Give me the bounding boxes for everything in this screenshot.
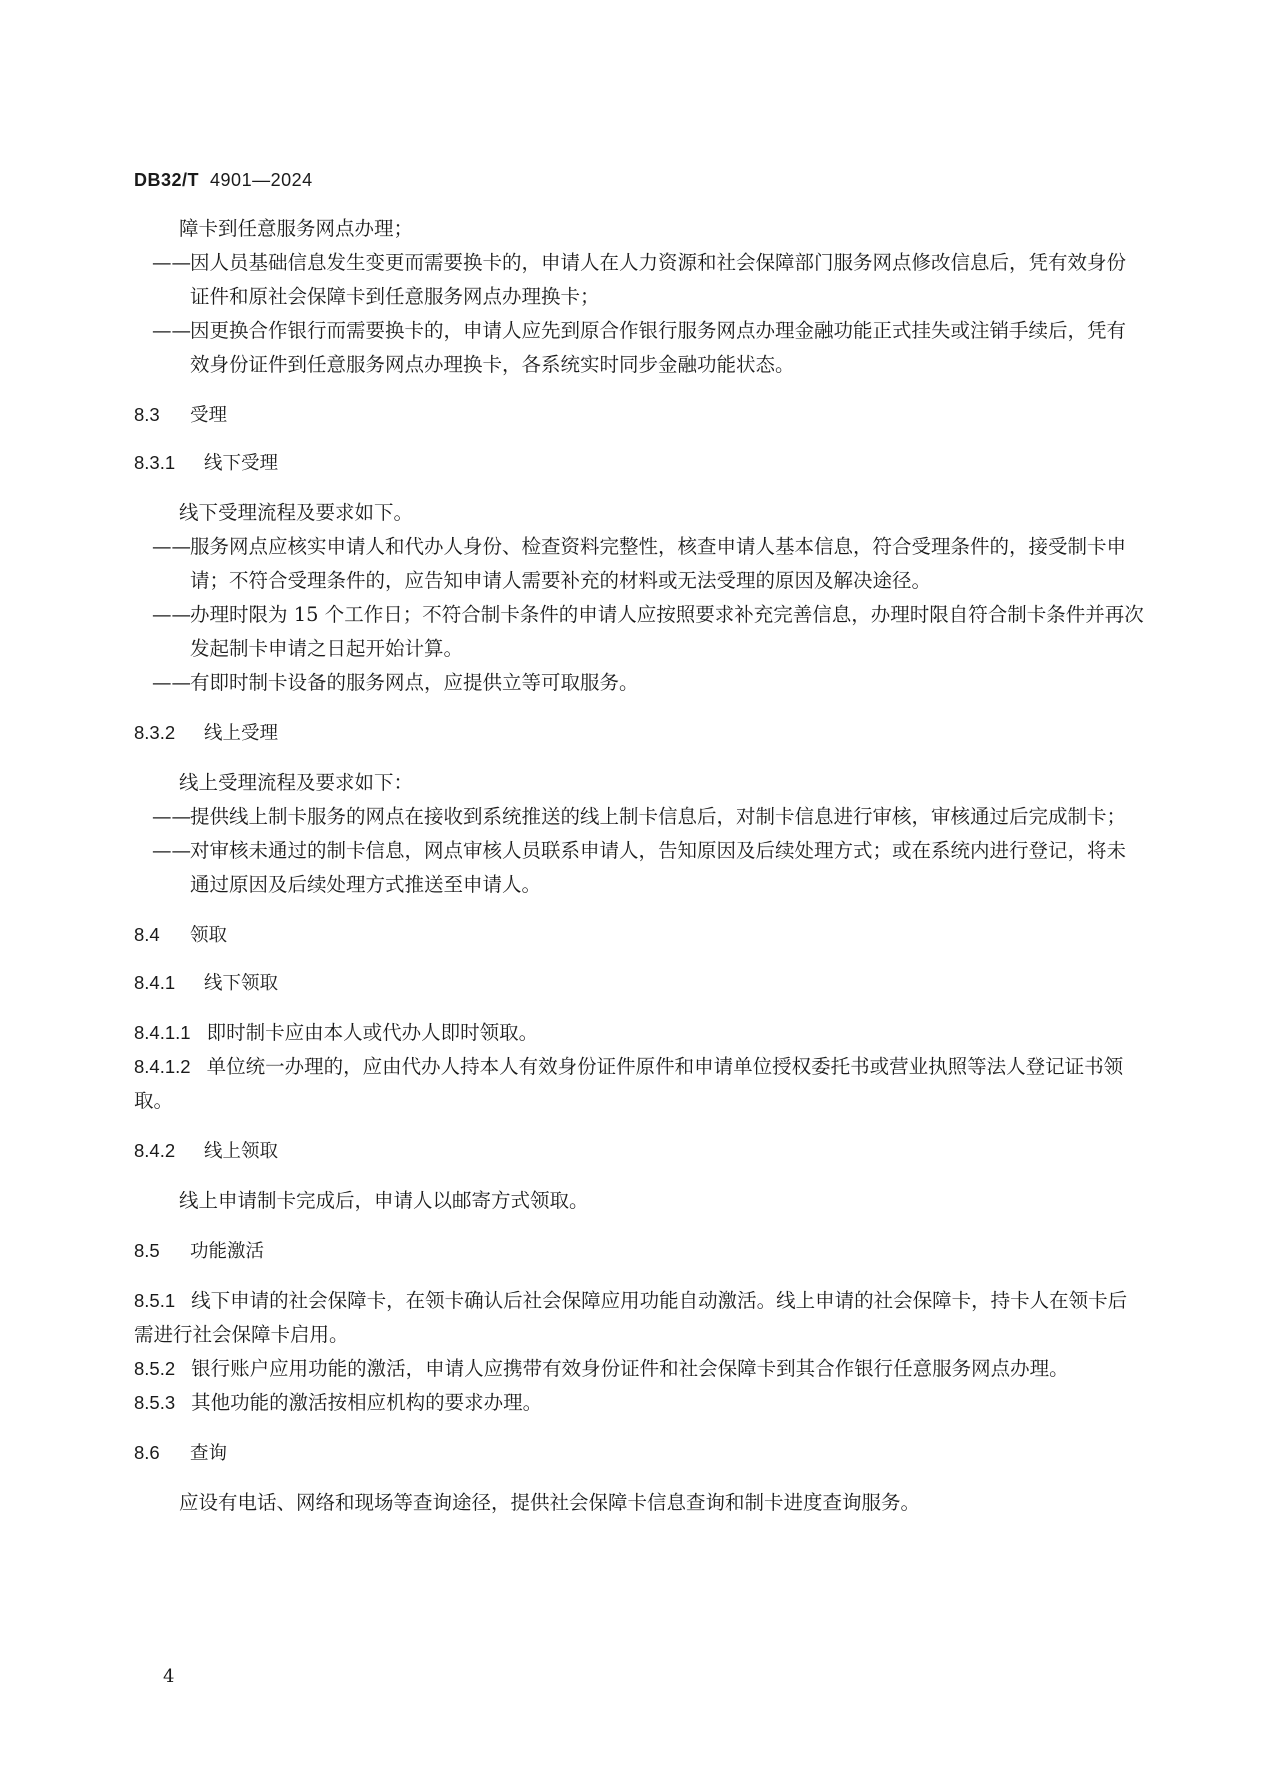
subsection-heading bbox=[134, 1136, 1144, 1166]
list-item bbox=[134, 246, 1144, 314]
heading-title: 线上受理 bbox=[204, 722, 279, 743]
continuation-text: 障卡到任意服务网点办理； bbox=[179, 217, 414, 240]
section-heading bbox=[134, 1438, 1144, 1468]
clause-number: 8.5.1 bbox=[134, 1290, 176, 1311]
list-dash: —— bbox=[152, 671, 191, 694]
document-body bbox=[134, 212, 1144, 1520]
heading-number: 8.4.2 bbox=[134, 1140, 176, 1161]
section-heading bbox=[134, 1236, 1144, 1266]
heading-number: 8.3 bbox=[134, 404, 160, 425]
clause bbox=[134, 1352, 1144, 1386]
list-dash: —— bbox=[152, 319, 191, 342]
clause-text: 即时制卡应由本人或代办人即时领取。 bbox=[206, 1021, 539, 1044]
list-item-text: 办理时限为 15 个工作日；不符合制卡条件的申请人应按照要求补充完善信息，办理时限自符合制卡条件并再次发起制卡申请之日起开始计算。 bbox=[190, 603, 1144, 660]
list-item bbox=[134, 314, 1144, 382]
heading-number: 8.3.2 bbox=[134, 722, 176, 743]
clause-number: 8.5.2 bbox=[134, 1358, 176, 1379]
clause-number: 8.5.3 bbox=[134, 1392, 176, 1413]
heading-number: 8.3.1 bbox=[134, 452, 176, 473]
clause-text: 其他功能的激活按相应机构的要求办理。 bbox=[191, 1391, 543, 1414]
standard-number: 4901—2024 bbox=[210, 170, 313, 190]
list-item bbox=[134, 530, 1144, 598]
heading-number: 8.6 bbox=[134, 1442, 160, 1463]
heading-title: 领取 bbox=[190, 924, 228, 945]
clause-text: 银行账户应用功能的激活，申请人应携带有效身份证件和社会保障卡到其合作银行任意服务网点办理。 bbox=[191, 1357, 1069, 1380]
clause-number: 8.4.1.1 bbox=[134, 1022, 191, 1043]
subsection-heading bbox=[134, 968, 1144, 998]
paragraph: 应设有电话、网络和现场等查询途径，提供社会保障卡信息查询和制卡进度查询服务。 bbox=[179, 1491, 921, 1514]
document-header bbox=[134, 170, 313, 191]
list-item-text: 因更换合作银行而需要换卡的，申请人应先到原合作银行服务网点办理金融功能正式挂失或注销手续后，凭有效身份证件到任意服务网点办理换卡，各系统实时同步金融功能状态。 bbox=[190, 319, 1127, 376]
heading-title: 查询 bbox=[190, 1442, 228, 1463]
list-dash: —— bbox=[152, 603, 191, 626]
clause bbox=[134, 1016, 1144, 1050]
subsection-heading bbox=[134, 718, 1144, 748]
list-item-text: 提供线上制卡服务的网点在接收到系统推送的线上制卡信息后，对制卡信息进行审核，审核通过后完成制卡； bbox=[190, 805, 1127, 828]
list-item bbox=[134, 800, 1144, 834]
list-item bbox=[134, 598, 1144, 666]
list-dash: —— bbox=[152, 251, 191, 274]
heading-number: 8.4.1 bbox=[134, 972, 176, 993]
paragraph: 线上受理流程及要求如下： bbox=[179, 771, 414, 794]
clause-text: 线下申请的社会保障卡，在领卡确认后社会保障应用功能自动激活。线上申请的社会保障卡，持卡人在领卡后需进行社会保障卡启用。 bbox=[134, 1289, 1128, 1346]
list-dash: —— bbox=[152, 839, 191, 862]
heading-number: 8.4 bbox=[134, 924, 160, 945]
list-item-text: 服务网点应核实申请人和代办人身份、检查资料完整性，核查申请人基本信息，符合受理条件的，接受制卡申请；不符合受理条件的，应告知申请人需要补充的材料或无法受理的原因及解决途径。 bbox=[190, 535, 1127, 592]
section-heading bbox=[134, 920, 1144, 950]
list-dash: —— bbox=[152, 535, 191, 558]
heading-title: 功能激活 bbox=[190, 1240, 265, 1261]
page-number: 4 bbox=[163, 1666, 175, 1687]
heading-title: 线上领取 bbox=[204, 1140, 279, 1161]
list-item-text: 有即时制卡设备的服务网点，应提供立等可取服务。 bbox=[190, 671, 639, 694]
section-heading bbox=[134, 400, 1144, 430]
list-dash: —— bbox=[152, 805, 191, 828]
paragraph: 线下受理流程及要求如下。 bbox=[179, 501, 414, 524]
paragraph: 线上申请制卡完成后，申请人以邮寄方式领取。 bbox=[179, 1189, 589, 1212]
subsection-heading bbox=[134, 448, 1144, 478]
heading-number: 8.5 bbox=[134, 1240, 160, 1261]
heading-title: 受理 bbox=[190, 404, 228, 425]
clause bbox=[134, 1284, 1144, 1352]
clause bbox=[134, 1386, 1144, 1420]
clause bbox=[134, 1050, 1144, 1118]
list-item-text: 因人员基础信息发生变更而需要换卡的，申请人在人力资源和社会保障部门服务网点修改信息后，凭有效身份证件和原社会保障卡到任意服务网点办理换卡； bbox=[190, 251, 1127, 308]
standard-prefix: DB32/T bbox=[134, 170, 200, 190]
list-item bbox=[134, 666, 1144, 700]
clause-number: 8.4.1.2 bbox=[134, 1056, 191, 1077]
list-item bbox=[134, 834, 1144, 902]
list-item-text: 对审核未通过的制卡信息，网点审核人员联系申请人，告知原因及后续处理方式；或在系统内进行登记，将未通过原因及后续处理方式推送至申请人。 bbox=[190, 839, 1127, 896]
heading-title: 线下受理 bbox=[204, 452, 279, 473]
clause-text: 单位统一办理的，应由代办人持本人有效身份证件原件和申请单位授权委托书或营业执照等法人登记证书领取。 bbox=[134, 1055, 1124, 1112]
heading-title: 线下领取 bbox=[204, 972, 279, 993]
